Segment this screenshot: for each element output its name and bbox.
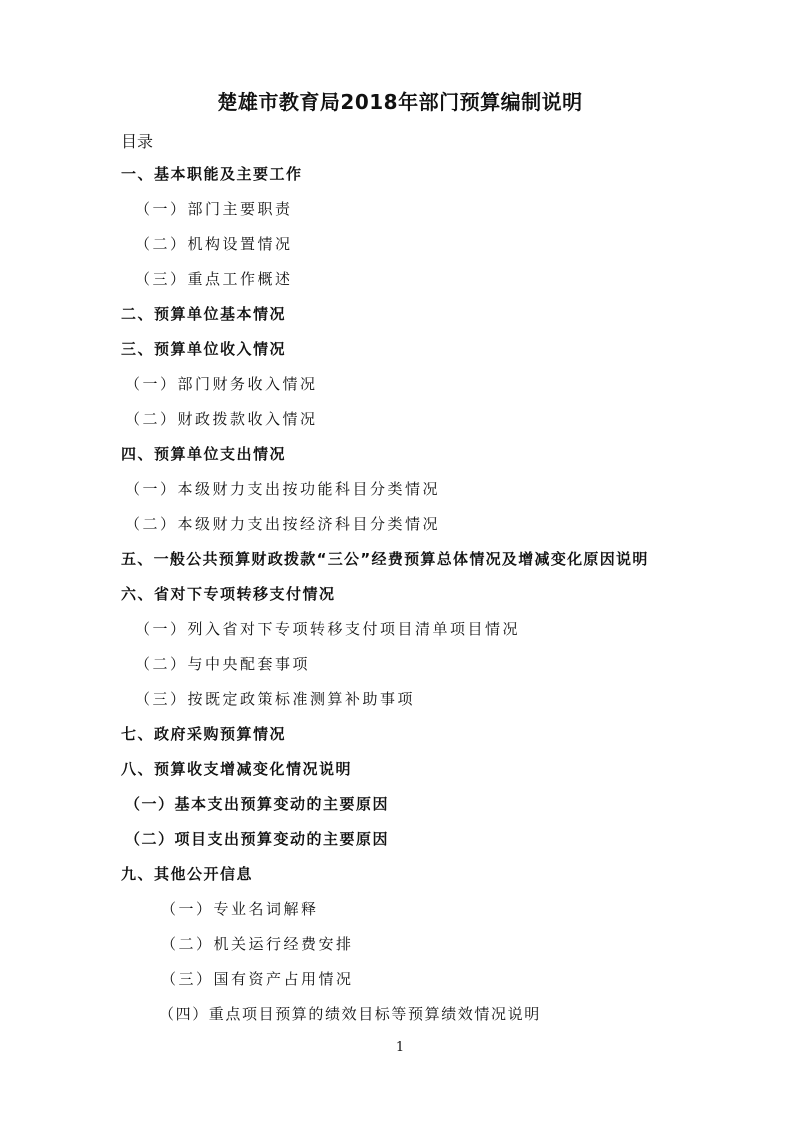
toc-item: 二、预算单位基本情况 xyxy=(121,305,287,323)
toc-item: （三）重点工作概述 xyxy=(135,270,293,288)
page-number: 1 xyxy=(395,1040,405,1055)
toc-item: （二）与中央配套事项 xyxy=(135,655,311,673)
toc-item: （二）机关运行经费安排 xyxy=(161,935,354,953)
toc-item: （一）本级财力支出按功能科目分类情况 xyxy=(125,480,441,498)
toc-item: （二）机构设置情况 xyxy=(135,235,293,253)
toc-item: （一）列入省对下专项转移支付项目清单项目情况 xyxy=(135,620,521,638)
toc-item: 四、预算单位支出情况 xyxy=(121,445,287,463)
document-title: 楚雄市教育局2018年部门预算编制说明 xyxy=(217,90,583,114)
toc-heading: 目录 xyxy=(121,132,154,151)
toc-item: （一）专业名词解释 xyxy=(161,900,319,918)
toc-item: 七、政府采购预算情况 xyxy=(121,725,287,743)
toc-item: （二）财政拨款收入情况 xyxy=(125,410,318,428)
toc-item: 六、省对下专项转移支付情况 xyxy=(121,585,336,603)
toc-item: （二）本级财力支出按经济科目分类情况 xyxy=(125,515,441,533)
toc-item: （一）部门财务收入情况 xyxy=(125,375,318,393)
toc-item: 三、预算单位收入情况 xyxy=(121,340,287,358)
toc-item: 一、基本职能及主要工作 xyxy=(121,165,303,183)
toc-item: （三）国有资产占用情况 xyxy=(161,970,354,988)
toc-item: （一）基本支出预算变动的主要原因 xyxy=(125,795,390,813)
toc-item: （四）重点项目预算的绩效目标等预算绩效情况说明 xyxy=(159,1005,541,1023)
toc-item: （二）项目支出预算变动的主要原因 xyxy=(125,830,390,848)
toc-item: （一）部门主要职责 xyxy=(135,200,293,218)
toc-item: 八、预算收支增减变化情况说明 xyxy=(121,760,353,778)
toc-item: 九、其他公开信息 xyxy=(121,865,254,883)
toc-item: 五、一般公共预算财政拨款“三公”经费预算总体情况及增减变化原因说明 xyxy=(121,550,649,568)
toc-item: （三）按既定政策标准测算补助事项 xyxy=(135,690,416,708)
